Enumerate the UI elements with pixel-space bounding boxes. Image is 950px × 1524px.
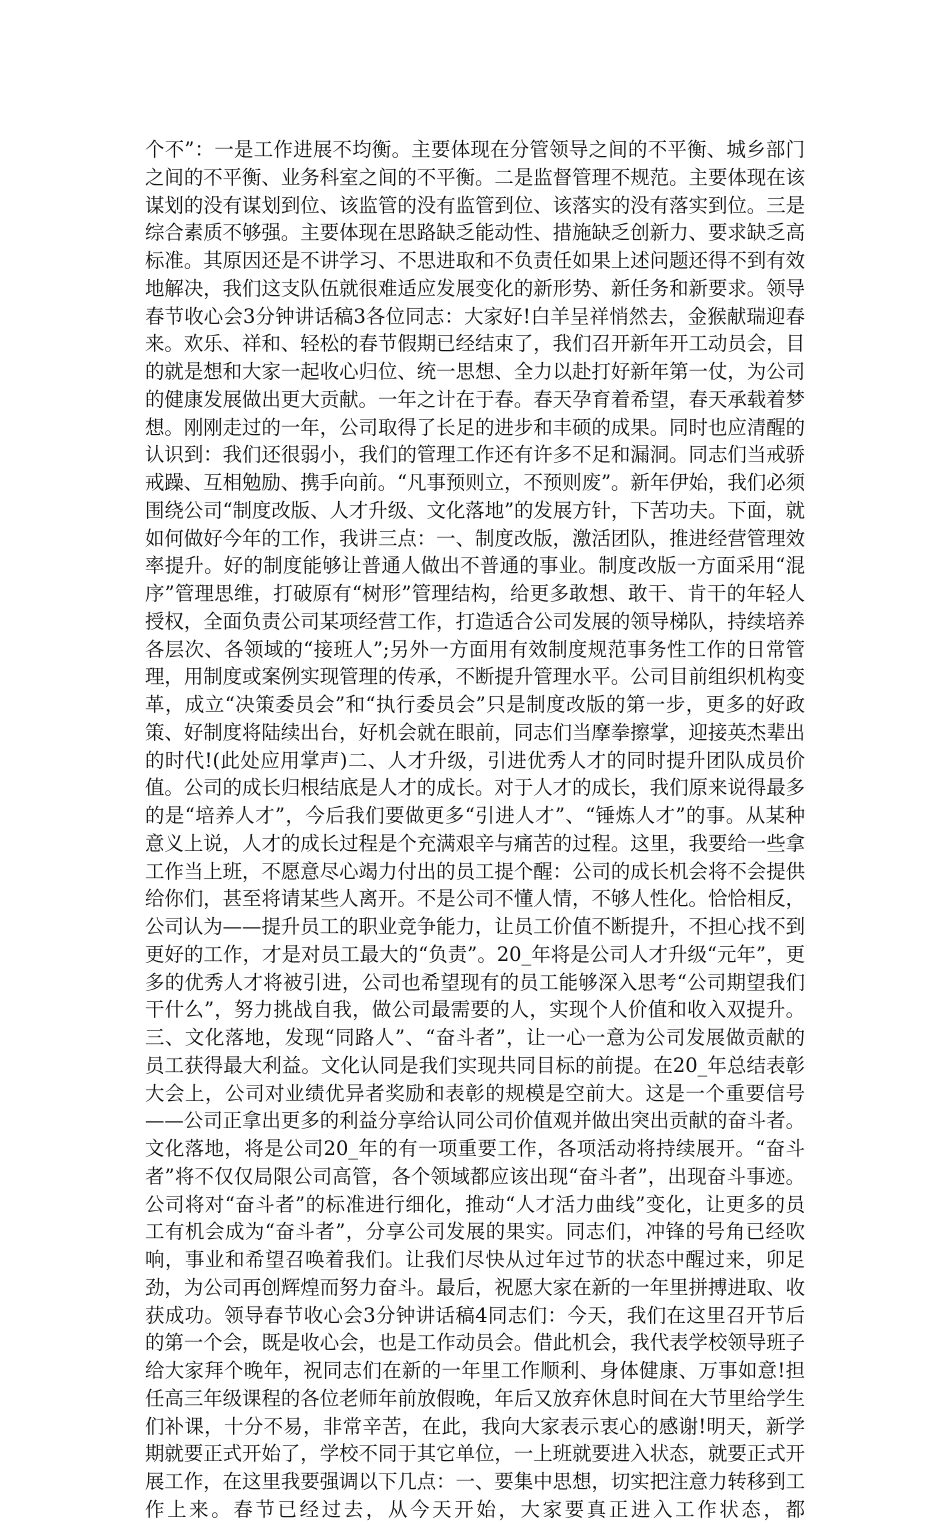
document-page: [145, 136, 805, 1521]
body-paragraph: 个不”：一是工作进展不均衡。主要体现在分管领导之间的不平衡、城乡部门之间的不平衡、业务科室之间的不平衡。二是监督管理不规范。主要体现在该谋划的没有谋划到位、该监管的没有监管到位、该落实的没有落实到位。三是综合素质不够强。主要体现在思路缺乏能动性、措施缺乏创新力、要求缺乏高标准。其原因还是不讲学习、不思进取和不负责任如果上述问题还得不到有效地解决，我们这支队伍就很难适应发展变化的新形势、新任务和新要求。领导春节收心会3分钟讲话稿3各位同志：大家好!白羊呈祥悄然去，金猴献瑞迎春来。欢乐、祥和、轻松的春节假期已经结束了，我们召开新年开工动员会，目的就是想和大家一起收心归位、统一思想、全力以赴打好新年第一仗，为公司的健康发展做出更大贡献。一年之计在于春。春天孕育着希望，春天承载着梦想。刚刚走过的一年，公司取得了长足的进步和丰硕的成果。同时也应清醒的认识到：我们还很弱小，我们的管理工作还有许多不足和漏洞。同志们当戒骄戒躁、互相勉励、携手向前。“凡事预则立，不预则废”。新年伊始，我们必须围绕公司“制度改版、人才升级、文化落地”的发展方针，下苦功夫。下面，就如何做好今年的工作，我讲三点：一、制度改版，激活团队，推进经营管理效率提升。好的制度能够让普通人做出不普通的事业。制度改版一方面采用“混序”管理思维，打破原有“树形”管理结构，给更多敢想、敢干、肯干的年轻人授权，全面负责公司某项经营工作，打造适合公司发展的领导梯队，持续培养各层次、各领域的“接班人”;另外一方面用有效制度规范事务性工作的日常管理，用制度或案例实现管理的传承，不断提升管理水平。公司目前组织机构变革，成立“决策委员会”和“执行委员会”只是制度改版的第一步，更多的好政策、好制度将陆续出台，好机会就在眼前，同志们当摩拳擦掌，迎接英杰辈出的时代!(此处应用掌声)二、人才升级，引进优秀人才的同时提升团队成员价值。公司的成长归根结底是人才的成长。对于人才的成长，我们原来说得最多的是“培养人才”，今后我们要做更多“引进人才”、“锤炼人才”的事。从某种意义上说，人才的成长过程是个充满艰辛与痛苦的过程。这里，我要给一些拿工作当上班，不愿意尽心竭力付出的员工提个醒：公司的成长机会将不会提供给你们，甚至将请某些人离开。不是公司不懂人情，不够人性化。恰恰相反，公司认为——提升员工的职业竞争能力，让员工价值不断提升，不担心找不到更好的工作，才是对员工最大的“负责”。20_年将是公司人才升级“元年”，更多的优秀人才将被引进，公司也希望现有的员工能够深入思考“公司期望我们干什么”，努力挑战自我，做公司最需要的人，实现个人价值和收入双提升。三、文化落地，发现“同路人”、“奋斗者”，让一心一意为公司发展做贡献的员工获得最大利益。文化认同是我们实现共同目标的前提。在20_年总结表彰大会上，公司对业绩优异者奖励和表彰的规模是空前大。这是一个重要信号——公司正拿出更多的利益分享给认同公司价值观并做出突出贡献的奋斗者。文化落地，将是公司20_年的有一项重要工作，各项活动将持续展开。“奋斗者”将不仅仅局限公司高管，各个领域都应该出现“奋斗者”，出现奋斗事迹。公司将对“奋斗者”的标准进行细化，推动“人才活力曲线”变化，让更多的员工有机会成为“奋斗者”，分享公司发展的果实。同志们，冲锋的号角已经吹响，事业和希望召唤着我们。让我们尽快从过年过节的状态中醒过来，卯足劲，为公司再创辉煌而努力奋斗。最后，祝愿大家在新的一年里拼搏进取、收获成功。领导春节收心会3分钟讲话稿4同志们：今天，我们在这里召开节后的第一个会，既是收心会，也是工作动员会。借此机会，我代表学校领导班子给大家拜个晚年，祝同志们在新的一年里工作顺利、身体健康、万事如意!担任高三年级课程的各位老师年前放假晚，年后又放弃休息时间在大节里给学生们补课，十分不易，非常辛苦，在此，我向大家表示衷心的感谢!明天，新学期就要正式开始了，学校不同于其它单位，一上班就要进入状态，就要正式开展工作，在这里我要强调以下几点：一、要集中思想，切实把注意力转移到工作上来。春节已经过去，从今天开始，大家要真正进入工作状态，都: [145, 138, 805, 1521]
